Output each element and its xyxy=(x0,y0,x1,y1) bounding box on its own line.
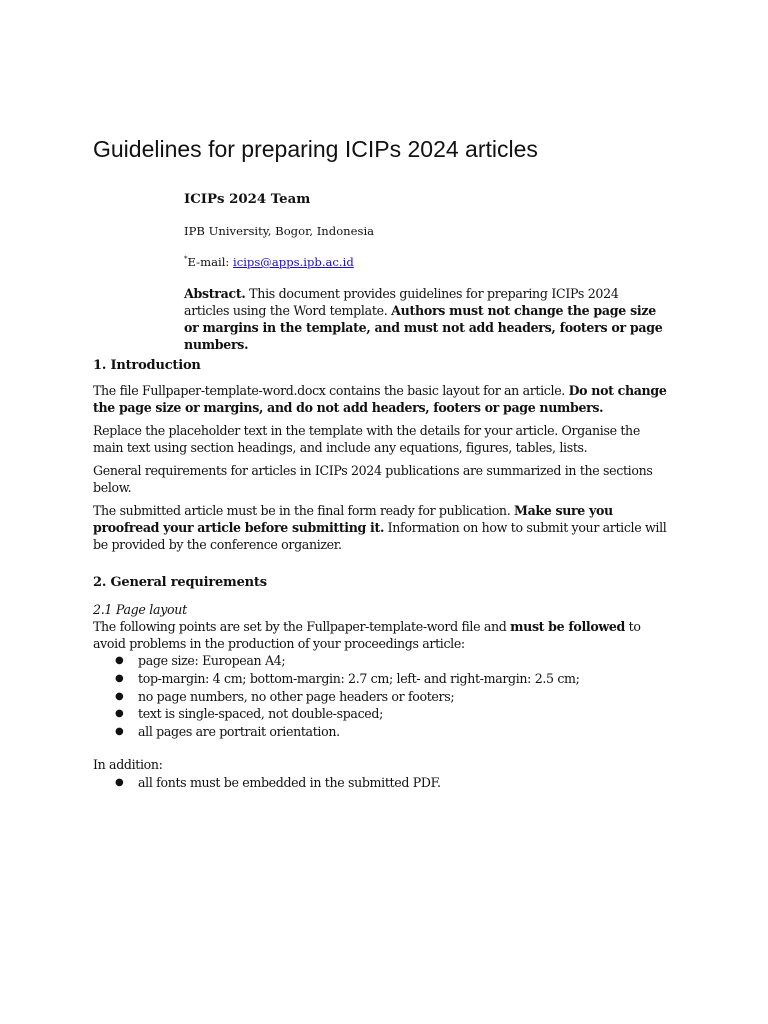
list-item-text: top-margin: 4 cm; bottom-margin: 2.7 cm; left- and right-margin: 2.5 cm; xyxy=(138,670,580,686)
addition-label: In addition: xyxy=(93,757,163,772)
addition-bullet-list xyxy=(93,774,673,792)
list-item xyxy=(93,705,673,723)
authors: ICIPs 2024 Team xyxy=(184,192,311,207)
email-line xyxy=(184,254,666,270)
list-item-text: all fonts must be embedded in the submitted PDF. xyxy=(138,775,441,790)
section-1-paragraph-3: General requirements for articles in ICIPs 2024 publications are summarized in the sections below. xyxy=(93,463,653,495)
paragraph-text: The file Fullpaper-template-word.docx contains the basic layout for an article. xyxy=(93,383,569,398)
list-item-text: no page numbers, no other page headers or footers; xyxy=(138,688,455,704)
paragraph-bold-text: Make sure you proofread your article before submitting it. xyxy=(93,503,613,535)
abstract xyxy=(184,285,666,353)
bullet-icon: ● xyxy=(115,655,124,666)
section-2-1-intro xyxy=(93,618,673,652)
section-2-heading: 2. General requirements xyxy=(93,575,267,590)
list-item xyxy=(93,688,673,706)
bullet-icon: ● xyxy=(115,690,124,702)
list-item xyxy=(93,670,673,688)
list-item xyxy=(93,774,673,792)
email-link[interactable]: icips@apps.ipb.ac.id xyxy=(233,255,354,269)
bullet-icon: ● xyxy=(115,708,124,720)
section-1-paragraph-2: Replace the placeholder text in the template with the details for your article. Organise the main text using section headings, and include any equations, figures, tables, lists. xyxy=(93,423,640,455)
section-1-paragraph-4 xyxy=(93,502,673,553)
affiliation: IPB University, Bogor, Indonesia xyxy=(184,224,375,238)
section-1-paragraph-1 xyxy=(93,382,673,416)
page-layout-bullet-list xyxy=(93,652,673,741)
section-2-1-subheading: 2.1 Page layout xyxy=(93,602,187,617)
list-item xyxy=(93,723,673,741)
bullet-icon: ● xyxy=(115,726,124,738)
email-label: E-mail: xyxy=(187,255,234,269)
list-item-text: page size: European A4; xyxy=(138,653,286,668)
list-item-text: all pages are portrait orientation. xyxy=(138,724,340,740)
abstract-label: Abstract. xyxy=(184,286,246,301)
paragraph-tail-text: Information on how to submit your article will be provided by the conference organizer. xyxy=(93,520,667,552)
document-title: Guidelines for preparing ICIPs 2024 articles xyxy=(93,136,538,162)
paragraph-tail-text: to avoid problems in the production of your proceedings article: xyxy=(93,619,641,651)
list-item-text: text is single-spaced, not double-spaced; xyxy=(138,706,383,722)
abstract-text: This document provides guidelines for preparing ICIPs 2024 articles using the Word template. xyxy=(184,286,619,318)
list-item xyxy=(93,652,673,670)
email-marker: * xyxy=(184,255,188,264)
paragraph-text: The following points are set by the Fullpaper-template-word file and xyxy=(93,619,511,634)
paragraph-bold-text: Do not change the page size or margins, and do not add headers, footers or page numbers. xyxy=(93,383,667,415)
abstract-bold-text: Authors must not change the page size or margins in the template, and must not add headers, footers or page numbers. xyxy=(184,303,663,352)
paragraph-text: The submitted article must be in the final form ready for publication. xyxy=(93,503,514,518)
bullet-icon: ● xyxy=(115,777,124,788)
bullet-icon: ● xyxy=(115,672,124,684)
section-1-heading: 1. Introduction xyxy=(93,358,201,373)
paragraph-bold-text: must be followed xyxy=(510,619,625,634)
